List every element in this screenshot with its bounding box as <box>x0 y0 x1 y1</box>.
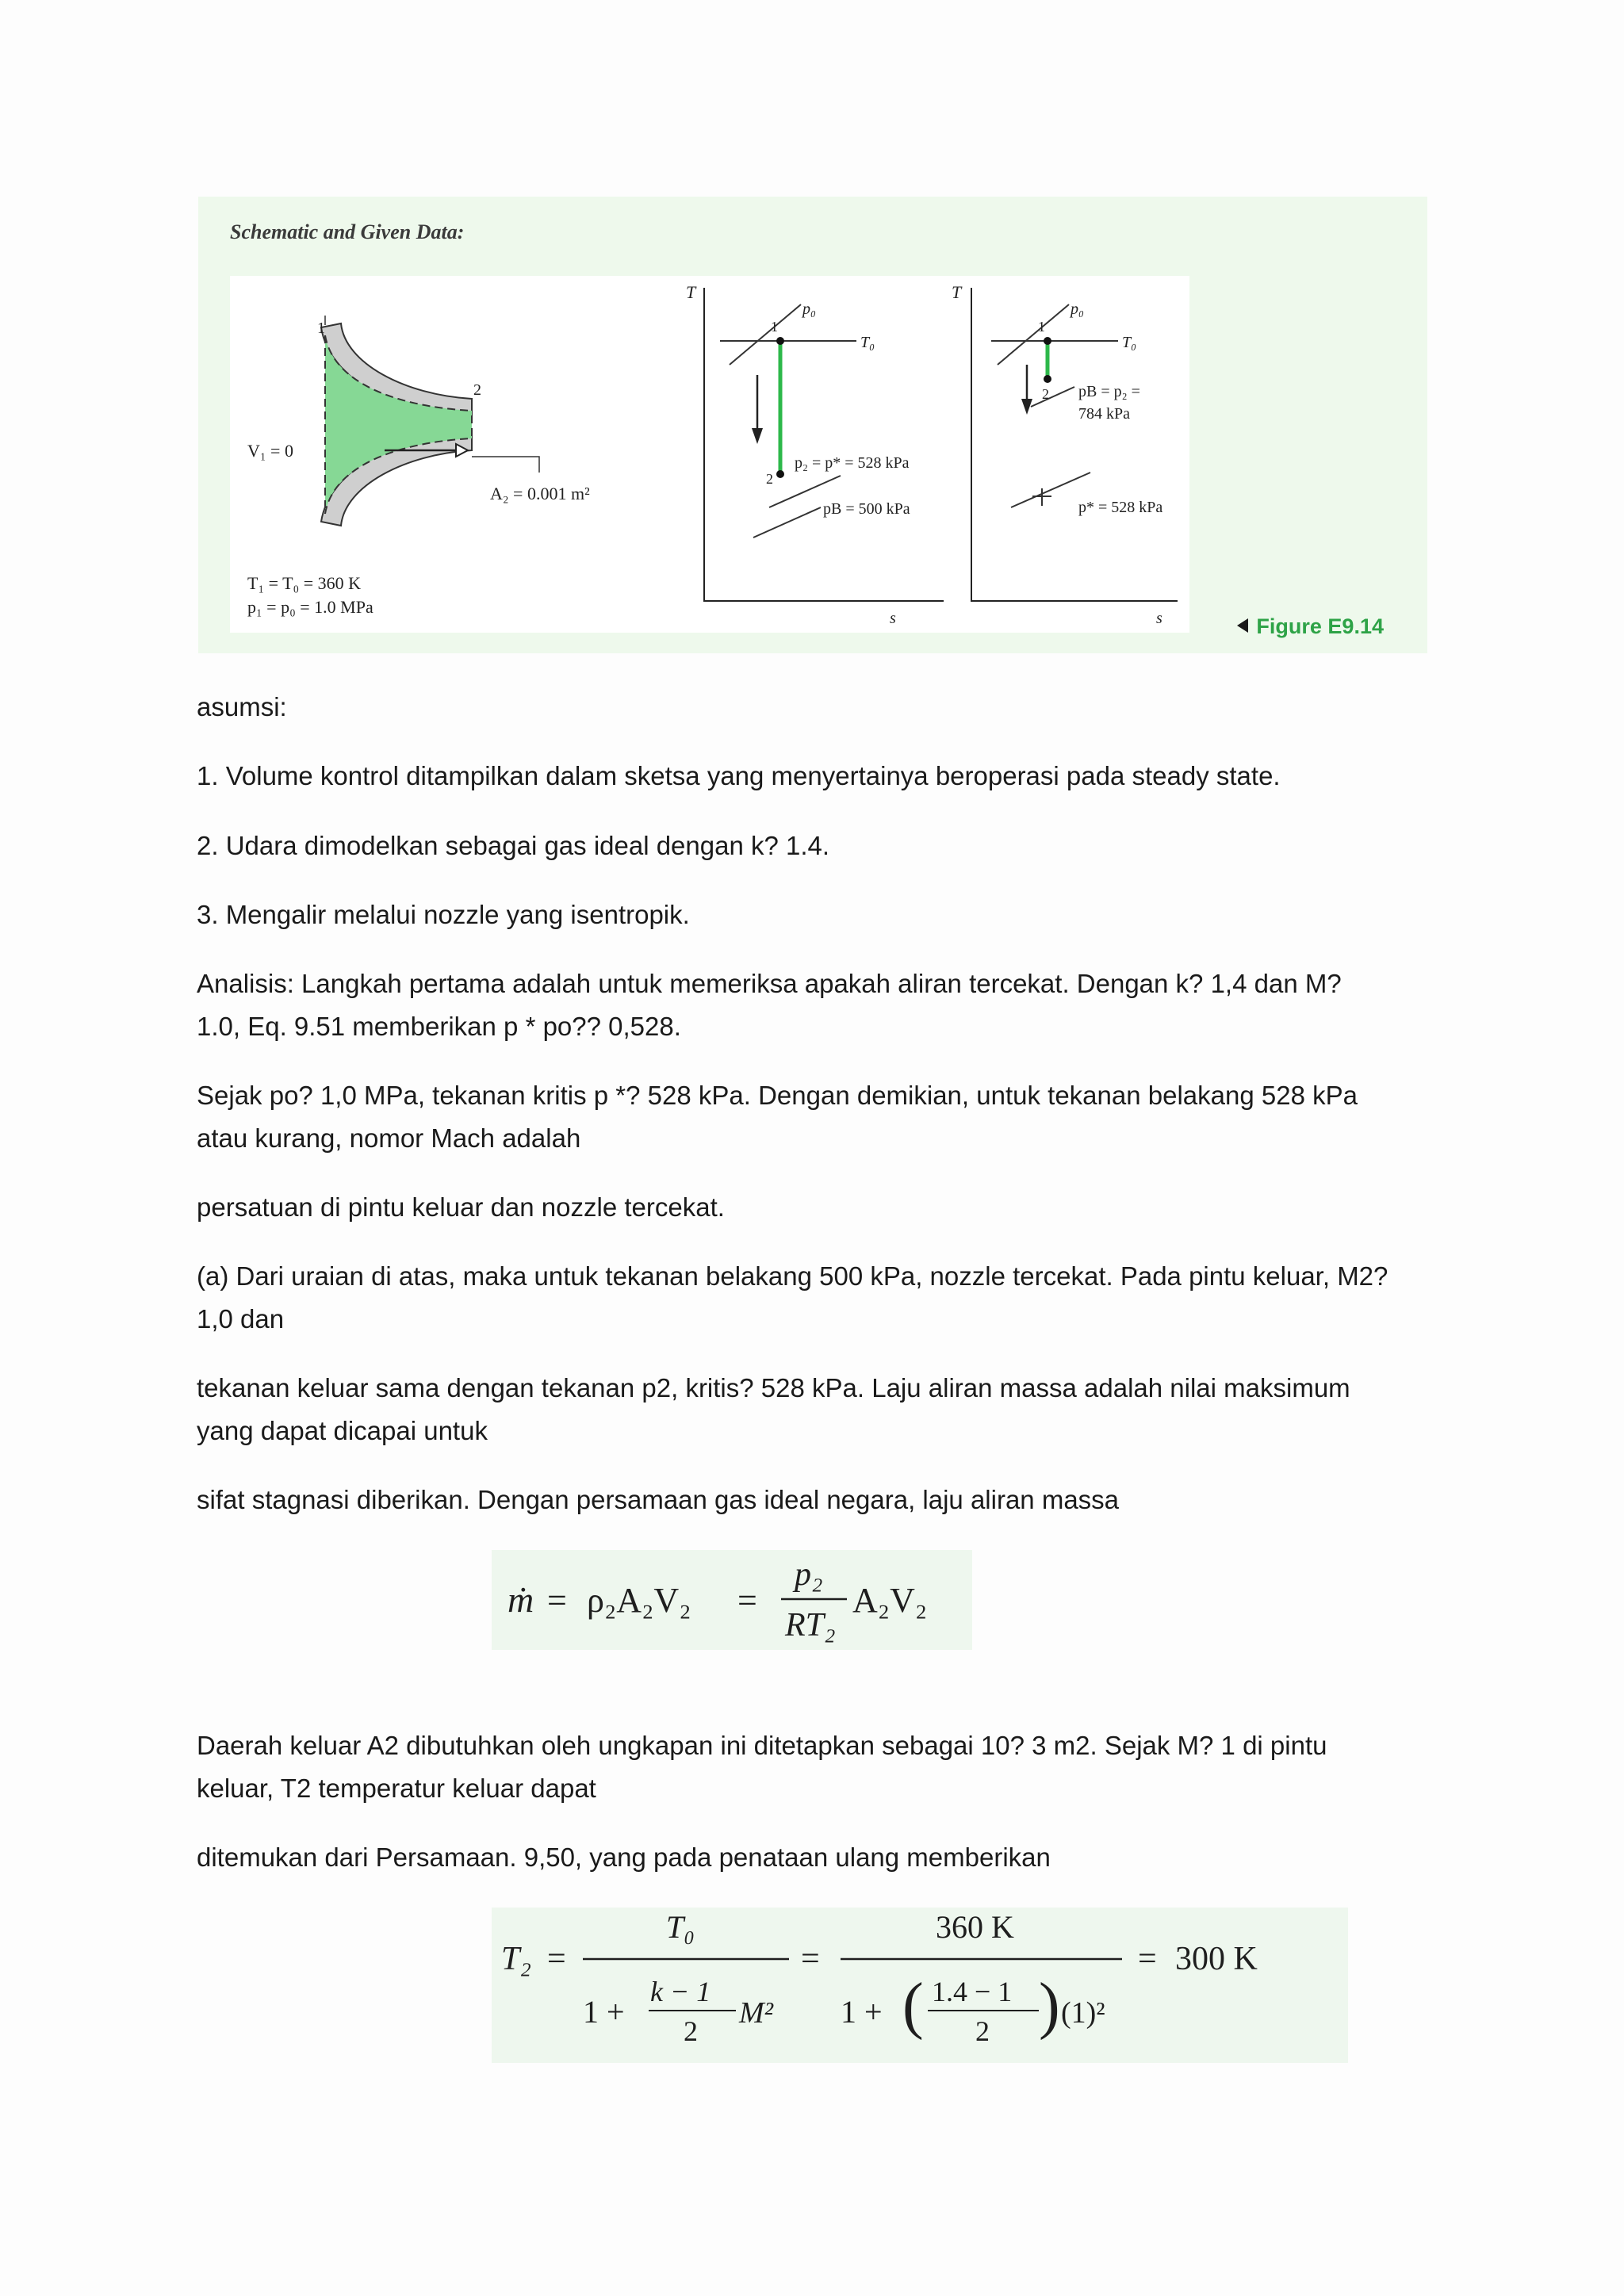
eq2-result: 300 K <box>1175 1941 1258 1977</box>
right-paren-icon: ) <box>1039 1971 1060 2041</box>
eq2-equals: = <box>547 1941 566 1977</box>
a2-label: A₂ = 0.001 m² <box>490 484 590 503</box>
eq2-den2-frac-num: 1.4 − 1 <box>932 1976 1013 2007</box>
left-paren-icon: ( <box>902 1971 924 2041</box>
eq2-den2-a: 1 + <box>841 1994 883 2030</box>
figure-panel <box>198 197 1427 653</box>
para-assumption-1: 1. Volume kontrol ditampilkan dalam sketsa yang menyertainya beroperasi pada steady state. <box>197 761 1281 790</box>
eq2-lhs: T₂ <box>501 1941 531 1977</box>
para-exit-pressure-line-2: yang dapat dicapai untuk <box>197 1416 488 1445</box>
eq2-den1-a: 1 + <box>583 1994 625 2030</box>
para-analysis-line-2: 1.0, Eq. 9.51 memberikan p * po?? 0,528. <box>197 1012 681 1041</box>
equation-exit-temperature <box>492 1908 1348 2063</box>
equation-exit-temperature-svg <box>492 1908 1348 2063</box>
v1-label: V₁ = 0 <box>247 441 293 461</box>
station-1-label: 1 <box>317 320 325 337</box>
eq2-den2-frac-den: 2 <box>975 2015 990 2047</box>
eq1-numerator: p₂ <box>795 1556 823 1593</box>
figure-caption: Schematic and Given Data: <box>230 220 465 243</box>
eq2-den2-tail: (1)² <box>1061 1996 1105 2030</box>
para-critical-line-1: Sejak po? 1,0 MPa, tekanan kritis p *? 528 kPa. Dengan demikian, untuk tekanan belakang 528 kPa <box>197 1081 1358 1110</box>
diagram-b-po: p₀ <box>1071 300 1084 318</box>
para-choked: persatuan di pintu keluar dan nozzle tercekat. <box>197 1192 725 1222</box>
para-exit-area-line-1: Daerah keluar A2 dibutuhkan oleh ungkapan ini ditetapkan sebagai 10? 3 m2. Sejak M? 1 di pintu <box>197 1731 1327 1760</box>
para-assumption-3: 3. Mengalir melalui nozzle yang isentropik. <box>197 900 690 929</box>
eq2-equals-3: = <box>1138 1941 1157 1977</box>
para-critical-line-2: atau kurang, nomor Mach adalah <box>197 1123 581 1153</box>
ts-diagram-a <box>704 288 944 601</box>
figure-label-text: Figure E9.14 <box>1256 614 1384 638</box>
eq1-equals-2: = <box>737 1581 757 1620</box>
eq1-middle: ρ₂A₂V₂ <box>587 1581 691 1620</box>
diagram-a-pb-label: pB = 500 kPa <box>823 500 910 518</box>
pointer-left-icon <box>1237 618 1248 633</box>
para-analysis-line-1: Analisis: Langkah pertama adalah untuk memeriksa apakah aliran tercekat. Dengan k? 1,4 dan M? <box>197 969 1342 998</box>
eq2-den1-m: M² <box>739 1996 774 2030</box>
diagram-b-t-axis: T <box>952 282 962 302</box>
diagram-b-point-1: 1 <box>1038 319 1045 335</box>
diagram-b-pb-label-1: pB = p₂ = <box>1078 383 1140 400</box>
eq2-den1-frac-num: k − 1 <box>650 1976 711 2007</box>
diagram-b-pb-label-2: 784 kPa <box>1078 405 1130 423</box>
para-equation-intro: ditemukan dari Persamaan. 9,50, yang pada penataan ulang memberikan <box>197 1843 1051 1872</box>
diagram-a-p2-label: p₂ = p* = 528 kPa <box>795 454 910 472</box>
diagram-b-pstar-label: p* = 528 kPa <box>1078 499 1163 516</box>
ts-diagram-b <box>971 288 1178 601</box>
diagram-a-point-2: 2 <box>766 471 773 487</box>
eq1-lhs: ṁ <box>508 1579 534 1620</box>
eq2-num1: T₀ <box>666 1909 695 1945</box>
diagram-a-po: p₀ <box>802 300 816 318</box>
diagram-a-point-1: 1 <box>771 319 778 335</box>
para-mass-flow: sifat stagnasi diberikan. Dengan persamaan gas ideal negara, laju aliran massa <box>197 1485 1120 1514</box>
eq1-denominator: RT₂ <box>785 1607 836 1644</box>
eq1-tail: A₂V₂ <box>852 1581 928 1620</box>
station-2-label: 2 <box>473 381 481 399</box>
para-part-a-line-2: 1,0 dan <box>197 1304 285 1334</box>
eq2-equals-2: = <box>801 1941 820 1977</box>
eq2-den1-frac-den: 2 <box>684 2015 698 2047</box>
equation-mass-flow <box>492 1550 972 1650</box>
figure-label <box>1237 614 1384 639</box>
eq2-num2: 360 K <box>936 1909 1014 1945</box>
eq1-equals: = <box>547 1581 567 1620</box>
para-part-a-line-1: (a) Dari uraian di atas, maka untuk tekanan belakang 500 kPa, nozzle tercekat. Pada pintu keluar, M2? <box>197 1261 1388 1291</box>
para-assumptions-heading: asumsi: <box>197 692 287 721</box>
diagram-b-point-2: 2 <box>1042 386 1049 402</box>
diagram-b-to: T₀ <box>1122 334 1137 351</box>
diagram-a-t-axis: T <box>686 282 696 302</box>
equation-mass-flow-svg <box>492 1550 972 1650</box>
para-assumption-2: 2. Udara dimodelkan sebagai gas ideal dengan k? 1.4. <box>197 831 830 860</box>
diagram-a-to: T₀ <box>860 334 875 351</box>
diagram-a-s-axis: s <box>890 610 896 627</box>
figure-schematic <box>230 276 1189 633</box>
para-exit-pressure-line-1: tekanan keluar sama dengan tekanan p2, kritis? 528 kPa. Laju aliran massa adalah nilai maksimum <box>197 1373 1350 1402</box>
para-exit-area-line-2: keluar, T2 temperatur keluar dapat <box>197 1774 596 1803</box>
p1-label: p₁ = p₀ = 1.0 MPa <box>247 597 373 617</box>
diagram-b-s-axis: s <box>1156 610 1162 627</box>
schematic-svg <box>230 276 1189 633</box>
t1-label: T₁ = T₀ = 360 K <box>247 573 362 593</box>
